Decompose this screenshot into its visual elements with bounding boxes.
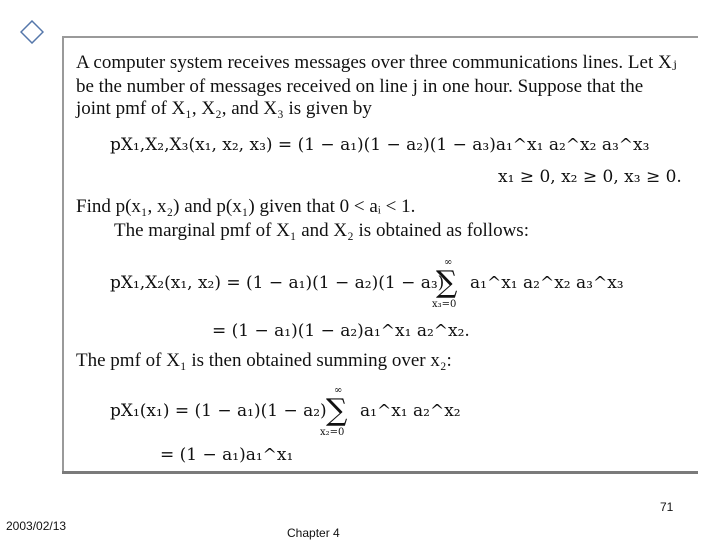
problem-line-2: be the number of messages received on line j in one hour. Suppose that the (76, 76, 644, 97)
scan-border-left (62, 36, 64, 474)
sum-lower-limit: x₂=0 (320, 427, 345, 438)
sum-lower-limit: x₃=0 (432, 299, 457, 310)
footer-chapter: Chapter 4 (287, 526, 340, 540)
scanned-textbook-excerpt (62, 36, 698, 474)
pmf-equation-right: a₁^x₁ a₂^x₂ (360, 401, 461, 421)
sum-upper-limit: ∞ (444, 257, 453, 268)
sum-upper-limit: ∞ (334, 385, 343, 396)
diamond-icon (20, 20, 44, 44)
problem-line-1: A computer system receives messages over three communications lines. Let Xⱼ (76, 52, 677, 73)
joint-pmf-equation: pX₁,X₂,X₃(x₁, x₂, x₃) = (1 − a₁)(1 − a₂)(1 − a₃)a₁^x₁ a₂^x₂ a₃^x₃ (110, 135, 650, 155)
pmf-equation-left: pX₁(x₁) = (1 − a₁)(1 − a₂) (110, 401, 327, 421)
joint-pmf-condition: x₁ ≥ 0, x₂ ≥ 0, x₃ ≥ 0. (498, 167, 682, 187)
find-statement: Find p(x₁, x₂) and p(x₁) given that 0 < aᵢ < 1. (76, 196, 416, 217)
scan-border-bottom (62, 471, 698, 474)
pmf-intro: The pmf of X₁ is then obtained summing over x₂: (76, 350, 452, 371)
summation-symbol: ∑ (326, 393, 348, 428)
marginal-equation-right: a₁^x₁ a₂^x₂ a₃^x₃ (470, 273, 624, 293)
marginal-equation-left: pX₁,X₂(x₁, x₂) = (1 − a₁)(1 − a₂)(1 − a₃) (110, 273, 445, 293)
scan-border-top (62, 36, 698, 38)
problem-line-3: joint pmf of X₁, X₂, and X₃ is given by (76, 98, 372, 119)
footer-date: 2003/02/13 (6, 519, 67, 533)
summation-symbol: ∑ (436, 265, 458, 300)
marginal-result: = (1 − a₁)(1 − a₂)a₁^x₁ a₂^x₂. (212, 321, 470, 341)
page-number: 71 (660, 500, 674, 514)
pmf-result: = (1 − a₁)a₁^x₁ (160, 445, 294, 465)
marginal-intro: The marginal pmf of X₁ and X₂ is obtained as follows: (114, 220, 529, 241)
